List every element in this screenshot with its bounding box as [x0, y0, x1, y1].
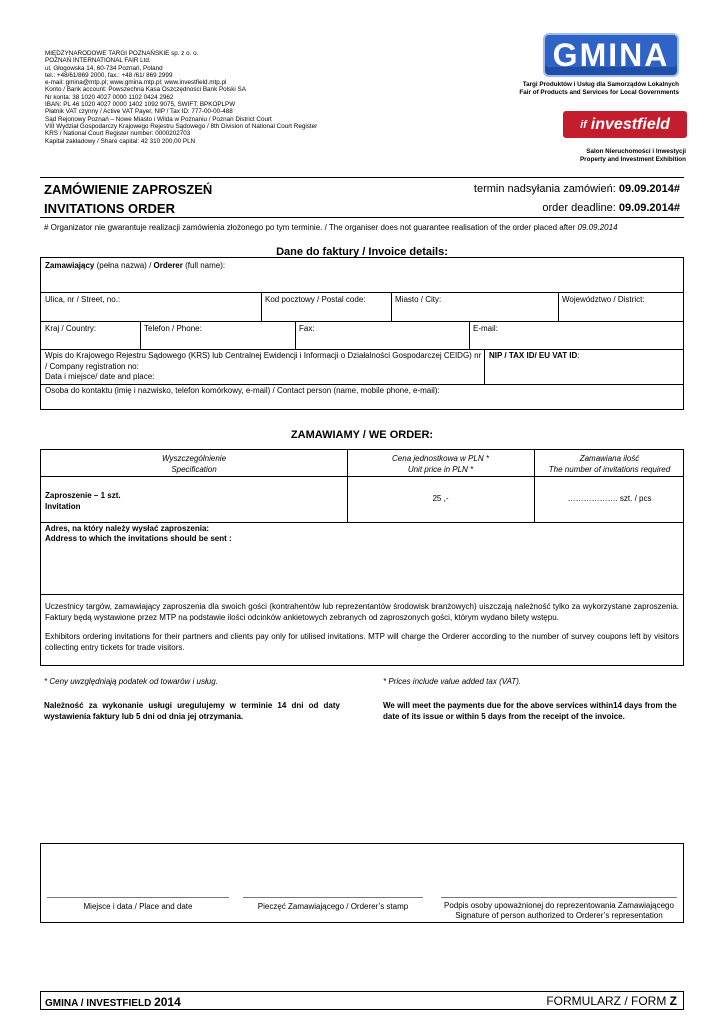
- footer-left: [45, 995, 181, 1009]
- fax-field[interactable]: Fax:: [299, 324, 315, 333]
- footer-year: 2014: [154, 995, 181, 1009]
- orderer-bold: Zamawiający: [45, 261, 95, 270]
- title-box: [40, 177, 684, 218]
- phone-field[interactable]: Telefon / Phone:: [144, 324, 202, 333]
- gmina-caption: [459, 81, 679, 96]
- item-invitation-en: Invitation: [45, 502, 81, 511]
- city-field[interactable]: Miasto / City:: [395, 295, 442, 304]
- col-unit-price-en: Unit price in PLN *: [407, 465, 474, 474]
- quantity-field[interactable]: ………………. szt. / pcs: [567, 494, 652, 503]
- deadline-en: [542, 202, 680, 214]
- stamp-field[interactable]: Pieczęć Zamawiającego / Orderer’s stamp: [257, 902, 409, 911]
- company-info-line: tel.: +48/61/869 2000, fax.: +48 /61/ 869 2999: [45, 71, 173, 79]
- company-info-line: KRS / National Court Register number: 0000202703: [45, 130, 191, 138]
- footer-form-letter: Z: [669, 994, 677, 1008]
- address-label-pl: Adres, na który należy wysłać zaproszenia:: [45, 524, 210, 533]
- contact-field[interactable]: Osoba do kontaktu (imię i nazwisko, telefon komórkowy, e-mail) / Contact person (name, mobile phone, e-mail):: [45, 386, 440, 395]
- krs-field[interactable]: [45, 351, 481, 383]
- order-heading: ZAMAWIAMY / WE ORDER:: [290, 429, 434, 441]
- deadline-en-value: 09.09.2014#: [618, 202, 680, 214]
- company-info-line: e-mail: gmina@mtp.pl; www.gmina.mtp.pl; www.investfield.mtp.pl: [45, 79, 227, 87]
- col-quantity: [534, 453, 685, 475]
- company-info-line: Kapitał zakładowy / Share capital: 42 310 200,00 PLN: [45, 137, 196, 145]
- title-pl: ZAMÓWIENIE ZAPROSZEŃ: [44, 182, 213, 197]
- company-info-line: Płatnik VAT czynny / Active VAT Payer, NIP / Tax ID: 777-00-00-488: [45, 108, 233, 116]
- company-info-line: POZNAŃ INTERNATIONAL FAIR Ltd.: [45, 57, 151, 65]
- company-info-line: Sąd Rejonowy Poznań – Nowe Miasto i Wilda w Poznaniu / Poznan District Court: [45, 115, 272, 123]
- address-field[interactable]: [45, 524, 232, 544]
- deadline-note-date: 09.09.2014: [577, 223, 618, 232]
- company-info-line: VIII Wydział Gospodarczy Krajowego Rejestru Sądowego / 8th Division of National Court Register: [45, 122, 318, 130]
- info-text-en: Exhibitors ordering invitations for their partners and clients pay only for utilised invitations. MTP will charge the Orderer according to the number of survey coupons left by visitors collecting entry tickets for trade visitors.: [45, 632, 679, 652]
- gmina-logo-text: GMINA: [552, 36, 670, 73]
- krs-line-1: Wpis do Krajowego Rejestru Sądowego (KRS) lub Centralnej Ewidencji i Informacji o Działalności Gospodarczej CEIDG) nr: [45, 351, 482, 360]
- invoice-table: [40, 257, 684, 410]
- gmina-caption-en: Fair of Products and Services for Local Governments: [519, 88, 679, 96]
- company-info-line: Konto / Bank account: Powszechna Kasa Oszczędności Bank Polski SA: [45, 86, 246, 94]
- nip-label: NIP / TAX ID/ EU VAT ID: [489, 351, 578, 360]
- investfield-caption-pl: Salon Nieruchomości i Inwestycji: [586, 148, 686, 155]
- info-text-pl: Uczestnicy targów, zamawiający zaproszenia dla swoich gości (kontrahentów lub reprezentantów środowisk branżowych) uiszczają należność tylko za wykorzystane zaproszenia. Faktury będą wystawione przez MTP na podstawie ilości odcinków ankietowych zebranych od zaproszonych gości, którym wydano bilety wstępu.: [45, 602, 679, 622]
- col-unit-price-pl: Cena jednostkowa w PLN *: [392, 454, 489, 463]
- footer-bar: [40, 991, 684, 1010]
- country-field[interactable]: Kraj / Country:: [45, 324, 97, 333]
- col-unit-price: [347, 453, 534, 475]
- signature-label-pl: Podpis osoby upoważnionej do reprezentowania Zamawiającego: [444, 901, 674, 910]
- info-text: [45, 601, 679, 653]
- nip-field[interactable]: [489, 351, 580, 360]
- gmina-caption-pl: Targi Produktów i Usług dla Samorządów Lokalnych: [522, 81, 679, 88]
- company-info-line: ul. Głogowska 14, 60-734 Poznań, Poland: [45, 64, 163, 72]
- footer-left-label: GMINA / INVESTFIELD: [45, 998, 155, 1009]
- company-info-line: IBAN: PL 46 1020 4027 0000 1402 1092 9075, SWIFT: BPKOPLPW: [45, 101, 236, 109]
- vat-note-en: * Prices include value added tax (VAT).: [383, 677, 522, 686]
- investfield-caption-en: Property and Investment Exhibition: [579, 155, 686, 163]
- company-info: [45, 50, 317, 145]
- footer-right-label: FORMULARZ / FORM: [546, 994, 670, 1008]
- signature-box: [40, 843, 684, 923]
- payment-note-pl: Należność za wykonanie usługi uregulujemy w terminie 14 dni od daty wystawienia faktury lub 5 dni od dnia jej otrzymania.: [44, 701, 340, 721]
- company-info-line: MIĘDZYNARODOWE TARGI POZNAŃSKIE sp. z o. o.: [45, 50, 199, 57]
- footer-right: [546, 994, 677, 1008]
- krs-line-2: / Company registration no:: [45, 361, 139, 371]
- signature-label-en: Signature of person authorized to Orderer’s representation: [455, 911, 663, 920]
- krs-line-3: Data i miejsce/ date and place:: [45, 372, 155, 381]
- postal-field[interactable]: Kod pocztowy / Postal code:: [265, 295, 366, 304]
- order-table: [40, 449, 684, 666]
- deadline-pl-value: 09.09.2014#: [618, 183, 680, 195]
- invoice-heading: Dane do faktury / Invoice details:: [276, 246, 448, 258]
- investfield-logo-text: investfield: [590, 115, 670, 133]
- street-field[interactable]: Ulica, nr / Street, no.:: [45, 295, 121, 304]
- orderer-bold-en: Orderer: [153, 261, 183, 270]
- signature-field[interactable]: [433, 901, 685, 921]
- col-specification-pl: Wyszczególnienie: [161, 454, 227, 463]
- place-date-field[interactable]: Miejsce i data / Place and date: [83, 902, 193, 911]
- col-quantity-pl: Zamawiana ilość: [579, 454, 640, 463]
- title-en: INVITATIONS ORDER: [44, 201, 175, 216]
- gmina-logo: [543, 33, 679, 77]
- investfield-caption: [466, 148, 686, 163]
- deadline-note: [44, 223, 618, 232]
- orderer-field[interactable]: [45, 261, 225, 270]
- orderer-mid: (pełna nazwa) /: [94, 261, 154, 270]
- item-price: 25 ,-: [432, 494, 449, 503]
- investfield-logo: if investfield: [563, 111, 687, 138]
- vat-note-pl: * Ceny uwzględniają podatek od towarów i usług.: [44, 677, 218, 686]
- orderer-end: (full name):: [182, 261, 226, 270]
- col-specification-en: Specification: [171, 465, 217, 474]
- col-quantity-en: The number of invitations required: [548, 465, 671, 474]
- deadline-pl: [474, 183, 680, 195]
- payment-note-en: We will meet the payments due for the above services within14 days from the date of its issue or within 5 days from the receipt of the invoice.: [383, 701, 677, 721]
- company-info-line: Nr konta: 38 1020 4027 0000 1102 0424 2962: [45, 93, 174, 101]
- col-specification: [41, 453, 347, 475]
- nip-colon: :: [577, 351, 580, 360]
- address-label-en: Address to which the invitations should be sent :: [45, 534, 232, 543]
- deadline-note-text: # Organizator nie gwarantuje realizacji zamówienia złożonego po tym terminie. / The organiser does not guarantee realisation of the order placed after: [44, 223, 578, 232]
- item-invitation-pl: Zaproszenie – 1 szt.: [45, 491, 121, 500]
- email-field[interactable]: E-mail:: [473, 324, 498, 333]
- district-field[interactable]: Województwo / District:: [562, 295, 645, 304]
- deadline-en-label: order deadline:: [542, 202, 619, 214]
- deadline-pl-label: termin nadsyłania zamówień:: [473, 183, 619, 195]
- item-invitation: [45, 490, 121, 512]
